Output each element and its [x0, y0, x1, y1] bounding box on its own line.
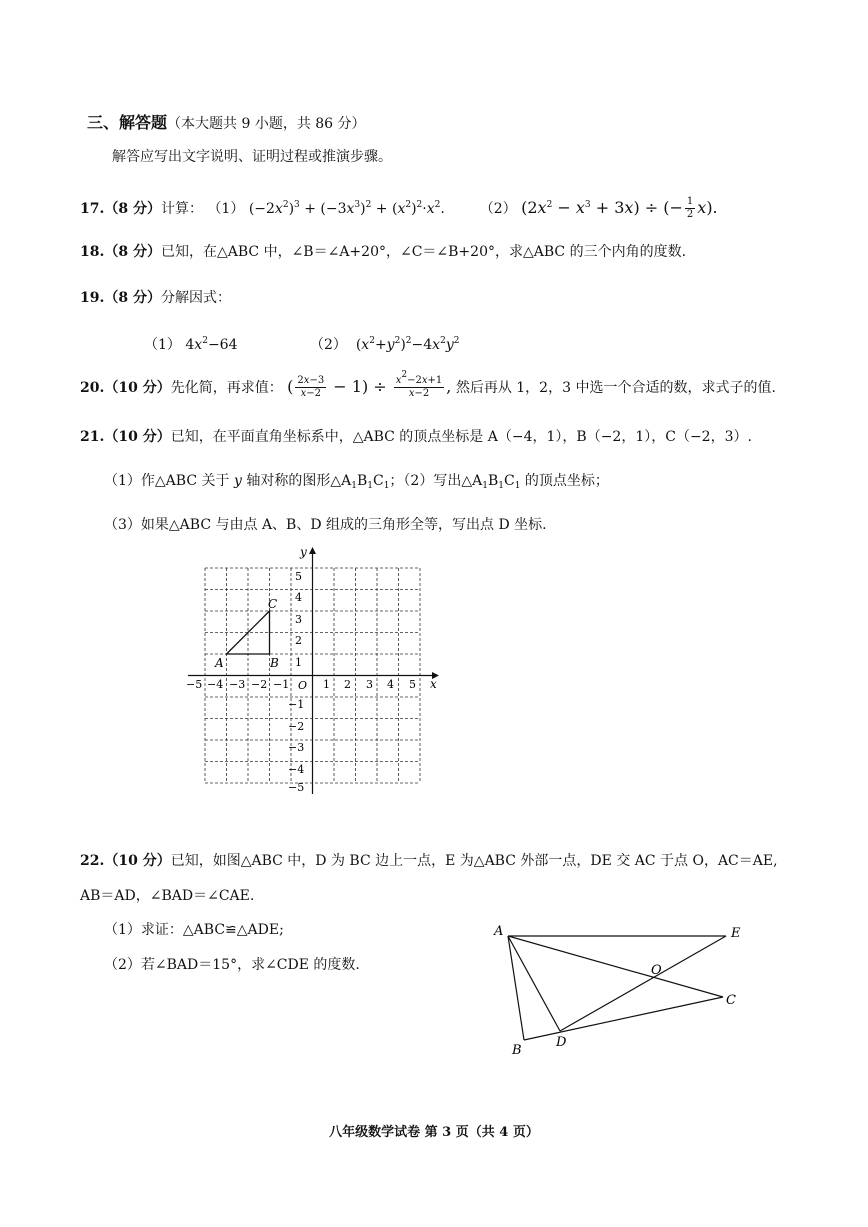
q22-part1: （1）求证：△ABC≌△ADE;	[104, 922, 284, 938]
q22-score: （10 分）	[104, 853, 171, 869]
question-22	[80, 852, 778, 870]
q21-number: 21.	[80, 429, 105, 445]
q19-part2	[310, 336, 459, 354]
fig-label-o: O	[651, 963, 662, 978]
q20-post: 然后再从 1，2，3 中选一个合适的数，求式子的值.	[455, 380, 776, 396]
y-tick: −5	[288, 781, 305, 794]
fig-label-e: E	[731, 926, 741, 941]
geometry-figure-22	[488, 918, 753, 1058]
question-21	[80, 428, 752, 446]
q21-score: （10 分）	[104, 429, 171, 445]
x-tick: −1	[273, 678, 290, 691]
y-tick: −1	[288, 698, 305, 711]
point-c-label: C	[268, 597, 278, 611]
x-tick: −2	[251, 678, 268, 691]
question-20	[80, 370, 776, 401]
fig-label-a: A	[494, 924, 504, 939]
q17-part1-label: （1）	[207, 201, 245, 217]
y-tick: 3	[295, 613, 302, 626]
q17-part1-expression: $(-2x^2)^3 + (-3x^3)^2 + (x^2)^2\cdot x^2$.	[248, 200, 445, 217]
coordinate-grid-figure	[180, 542, 445, 802]
fig-label-b: B	[512, 1043, 522, 1058]
figure-lines	[508, 936, 726, 1040]
x-tick: 2	[344, 678, 351, 691]
x-tick: 1	[323, 678, 330, 691]
y-tick: 2	[295, 634, 302, 647]
q19-text: 分解因式：	[160, 290, 231, 306]
section-header	[87, 114, 366, 133]
q18-text: 已知，在△ABC 中，∠B＝∠A+20°，∠C＝∠B+20°，求△ABC 的三个内角的度数.	[160, 244, 687, 260]
q17-score: （8 分）	[104, 201, 161, 217]
x-tick: −3	[229, 678, 246, 691]
q21-part1-part2: （1）作△ABC 关于 y 轴对称的图形$\triangle A_1B_1C_1$；（2）写出$\triangle A_1B_1C_1$ 的顶点坐标；	[104, 473, 609, 491]
y-tick: −4	[288, 763, 305, 776]
y-tick: 5	[295, 570, 302, 583]
y-tick: −2	[288, 720, 305, 733]
x-tick: 5	[409, 678, 416, 691]
q17-label: 计算：	[160, 201, 203, 217]
q22-part2: （2）若∠BAD＝15°，求∠CDE 的度数.	[104, 957, 360, 973]
q20-number: 20.	[80, 380, 105, 396]
q19-part1	[144, 336, 237, 354]
q18-number: 18.	[80, 244, 105, 260]
q19-score: （8 分）	[104, 290, 161, 306]
point-a-label: A	[215, 656, 224, 670]
fig-label-c: C	[726, 993, 736, 1008]
question-19	[80, 289, 231, 307]
question-17	[80, 196, 718, 221]
q19-part2-label: （2）	[310, 337, 347, 353]
q17-part2-expression: $(2x^2 - x^3 + 3x)$ ÷ (− $\frac{1}{2}$ x).	[521, 196, 718, 220]
q17-number: 17.	[80, 201, 105, 217]
q22-line1: 已知，如图△ABC 中，D 为 BC 边上一点，E 为△ABC 外部一点，DE 交 AC 于点 O，AC＝AE,	[170, 853, 778, 869]
y-axis-arrow	[309, 547, 316, 554]
y-tick: −3	[288, 741, 305, 754]
question-18	[80, 243, 686, 261]
page-footer: 八年级数学试卷 第 3 页（共 4 页）	[329, 1125, 539, 1140]
q21-text: 已知，在平面直角坐标系中，△ABC 的顶点坐标是 A（−4，1），B（−2，1），C（−2，3）.	[170, 429, 752, 445]
q20-score: （10 分）	[104, 380, 171, 396]
q20-pre: 先化简，再求值：	[170, 380, 283, 396]
origin-label: O	[298, 679, 308, 692]
x-tick: −4	[207, 678, 224, 691]
y-tick: 1	[295, 656, 302, 669]
q20-expression: ( $\frac{2x-3}{x-2}$ − 1) ÷ $\frac{x^2-2x+1}{x-2}$ ,	[287, 370, 452, 399]
q18-score: （8 分）	[104, 244, 161, 260]
q22-number: 22.	[80, 853, 105, 869]
x-axis-label: x	[430, 677, 437, 691]
section-instruction: 解答应写出文字说明、证明过程或推演步骤。	[112, 149, 392, 165]
q19-part2-expression: $(x^2+y^2)^2-4x^2y^2$	[351, 336, 460, 353]
x-tick: 3	[366, 678, 373, 691]
point-b-label: B	[270, 656, 279, 670]
x-tick: 4	[387, 678, 394, 691]
y-axis-label: y	[300, 545, 307, 559]
q21-part3: （3）如果△ABC 与由点 A、B、D 组成的三角形全等，写出点 D 坐标.	[104, 517, 547, 533]
q19-part1-label: （1）	[144, 337, 181, 353]
q19-number: 19.	[80, 290, 105, 306]
q22-line2: AB＝AD，∠BAD＝∠CAE.	[80, 888, 255, 904]
q17-part2-label: （2）	[479, 201, 517, 217]
section-title: 三、解答题	[87, 113, 168, 132]
x-tick: −5	[186, 678, 203, 691]
fig-label-d: D	[556, 1035, 567, 1050]
q19-part1-expression: $4x^2-64$	[185, 336, 238, 353]
y-tick: 4	[295, 591, 302, 604]
section-subtitle: （本大题共 9 小题，共 86 分）	[167, 116, 366, 132]
